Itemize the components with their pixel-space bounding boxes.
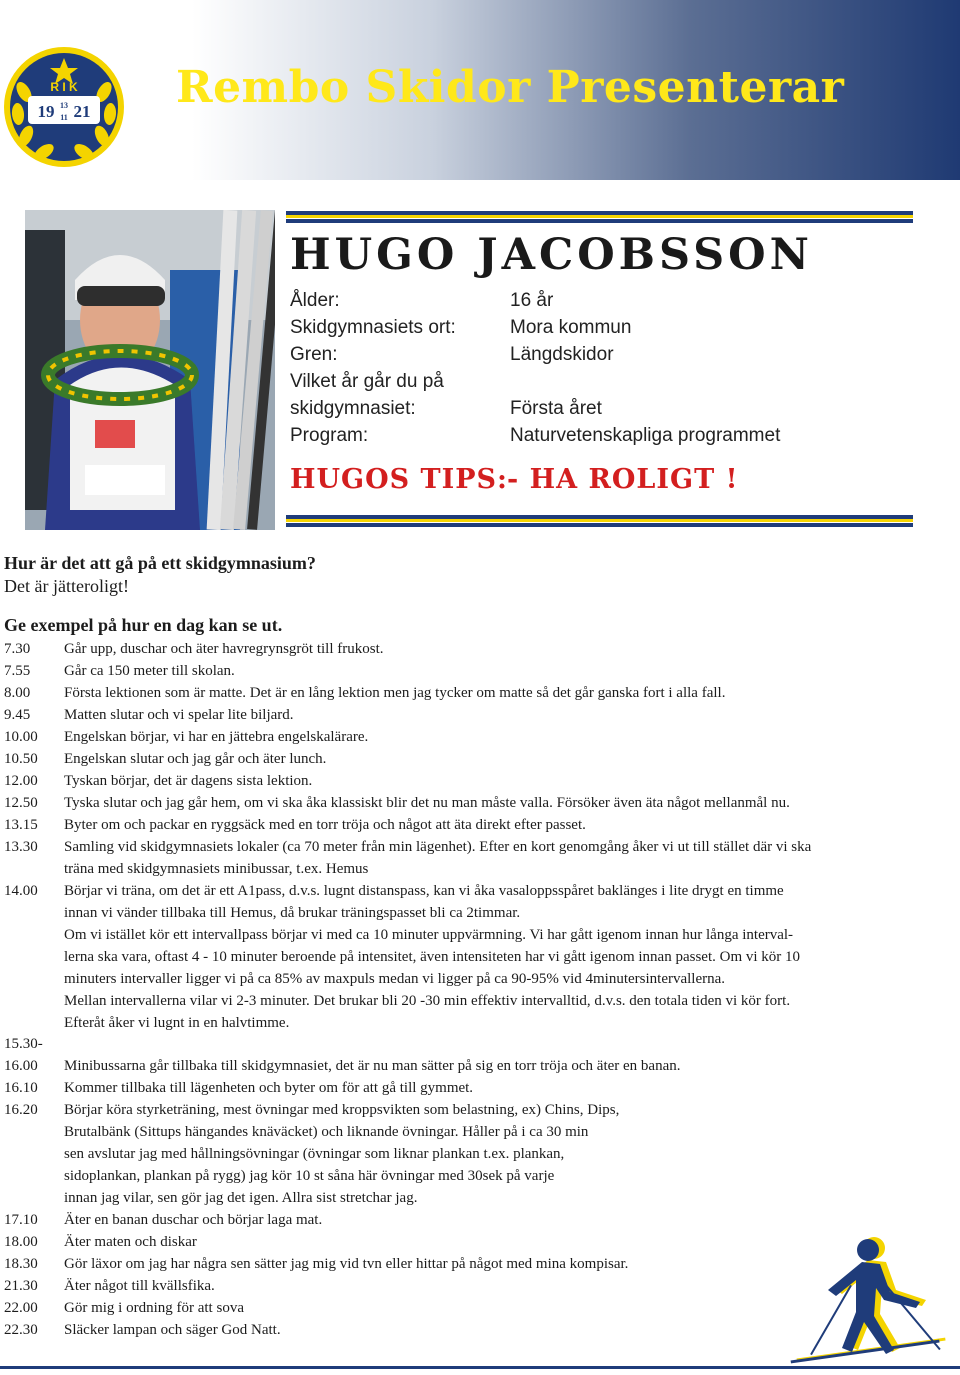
schedule-text: Äter något till kvällsfika.	[64, 1278, 215, 1294]
schedule-time: 16.10	[4, 1080, 38, 1096]
schedule-time: 14.00	[4, 883, 38, 899]
schedule-text: Gör läxor om jag har några sen sätter jag mig vid tvn eller hittar på något med mina kompisar.	[64, 1256, 629, 1272]
schedule-text: Gör mig i ordning för att sova	[64, 1300, 244, 1316]
schedule-time: 22.30	[4, 1322, 38, 1338]
schedule-text: Om vi istället kör ett intervallpass börjar vi med ca 10 minuter uppvärmning. Vi har gått igenom innan hur långa interval-	[64, 927, 794, 943]
schedule-text: Minibussarna går tillbaka till skidgymnasiet, det är nu man sätter på sig en torr tröja och äter en banan.	[64, 1058, 681, 1074]
schedule-text: Går upp, duschar och äter havregrynsgröt till frukost.	[64, 641, 384, 657]
question-1: Hur är det att gå på ett skidgymnasium?	[4, 553, 316, 573]
label-school-location: Skidgymnasiets ort:	[290, 317, 456, 338]
page-title: Rembo Skidor Presenterar	[176, 62, 845, 113]
schedule-text: Släcker lampan och säger God Natt.	[64, 1322, 281, 1338]
schedule-time: 8.00	[4, 685, 31, 701]
schedule-text: sidoplankan, plankan på rygg) jag kör 10 st såna här övningar med 30sek på varje	[64, 1168, 555, 1184]
schedule-text: Samling vid skidgymnasiets lokaler (ca 70 meter från min lägenhet). Efter en kort genomgång åker vi ut till stället där vi ska	[64, 839, 812, 855]
schedule-text: Börjar köra styrketräning, mest övningar med kroppsvikten som belastning, ex) Chins, Dips,	[64, 1102, 620, 1118]
value-program: Naturvetenskapliga programmet	[510, 425, 781, 446]
schedule-text: Matten slutar och vi spelar lite biljard.	[64, 707, 294, 723]
athlete-name-text: HUGO JACOBSSON	[290, 230, 813, 280]
stripe-bottom	[286, 515, 913, 527]
label-program: Program:	[290, 425, 369, 446]
tips-label	[290, 464, 508, 495]
schedule-time: 22.00	[4, 1300, 38, 1316]
schedule-text: lerna ska vara, oftast 4 - 10 minuter beroende på intensitet, även intensiteten har vi gått igenom innan passet. Om vi kör 10	[64, 949, 801, 965]
value-year: Första året	[510, 398, 602, 419]
schedule-time: 13.30	[4, 839, 38, 855]
schedule-text: Engelskan slutar och jag går och äter lunch.	[64, 751, 327, 767]
schedule-text: Tyskan börjar, det är dagens sista lektion.	[64, 773, 313, 789]
schedule-text: Äter maten och diskar	[64, 1234, 197, 1250]
footer-rule	[0, 1366, 960, 1369]
schedule-time: 10.00	[4, 729, 38, 745]
logo-year-right: 21	[73, 102, 91, 121]
schedule-text: Börjar vi träna, om det är ett A1pass, d.v.s. lugnt distanspass, kan vi åka vasaloppsspåret baklänges i lite drygt en timme	[64, 883, 784, 899]
value-age: 16 år	[510, 290, 554, 311]
schedule-text: Mellan intervallerna vilar vi 2-3 minuter. Det brukar bli 20 -30 min effektiv intervalltid, d.v.s. den totala tiden vi kör fort.	[64, 993, 791, 1009]
schedule-text: Efteråt åker vi lugnt in en halvtimme.	[64, 1015, 290, 1031]
schedule-time: 16.00	[4, 1058, 38, 1074]
schedule-text: sen avslutar jag med hållningsövningar (övningar som liknar plankan t.ex. plankan,	[64, 1146, 565, 1162]
schedule-time: 15.30-	[4, 1036, 43, 1052]
label-year-line1: Vilket år går du på	[290, 371, 444, 392]
tips-label-text: HUGOS TIPS:	[290, 464, 509, 495]
schedule-time: 12.00	[4, 773, 38, 789]
schedule-text: innan jag vilar, sen gör jag det igen. Allra sist stretchar jag.	[64, 1190, 418, 1206]
schedule-time: 17.10	[4, 1212, 38, 1228]
schedule-time: 21.30	[4, 1278, 38, 1294]
tips-value	[507, 464, 738, 495]
athlete-name	[290, 230, 813, 280]
schedule-text: Går ca 150 meter till skolan.	[64, 663, 235, 679]
schedule-time: 13.15	[4, 817, 38, 833]
question-2: Ge exempel på hur en dag kan se ut.	[4, 615, 283, 635]
label-age: Ålder:	[290, 290, 340, 311]
schedule-text: Engelskan börjar, vi har en jättebra engelskalärare.	[64, 729, 369, 745]
logo-fraction-bottom: 11	[60, 113, 68, 122]
athlete-photo	[25, 210, 275, 530]
label-discipline: Gren:	[290, 344, 338, 365]
schedule-time: 18.30	[4, 1256, 38, 1272]
schedule-time: 7.30	[4, 641, 31, 657]
schedule-time: 9.45	[4, 707, 31, 723]
schedule-time: 7.55	[4, 663, 31, 679]
answer-1: Det är jätteroligt!	[4, 576, 129, 596]
schedule-text: träna med skidgymnasiets minibussar, t.ex. Hemus	[64, 861, 369, 877]
logo-year-left: 19	[37, 102, 55, 121]
schedule-text: minuters intervaller ligger vi på ca 85% av maxpuls medan vi ligger på ca 90-95% vid 4minutersintervallerna.	[64, 971, 726, 987]
logo-text: R I K	[50, 80, 78, 94]
schedule-time: 12.50	[4, 795, 38, 811]
schedule-text: innan vi vänder tillbaka till Hemus, då brukar träningspasset bli ca 2timmar.	[64, 905, 521, 921]
schedule-text: Äter en banan duschar och börjar laga mat.	[64, 1212, 323, 1228]
stripe-top	[286, 211, 913, 223]
schedule-text: Byter om och packar en ryggsäck med en torr tröja och något att äta direkt efter passet.	[64, 817, 586, 833]
value-discipline: Längdskidor	[510, 344, 614, 365]
club-logo	[2, 44, 126, 170]
schedule-time: 16.20	[4, 1102, 38, 1118]
schedule-time: 18.00	[4, 1234, 38, 1250]
value-school-location: Mora kommun	[510, 317, 632, 338]
label-year-line2: skidgymnasiet:	[290, 398, 416, 419]
schedule-time: 10.50	[4, 751, 38, 767]
schedule-text: Brutalbänk (Sittups hängandes knäväcket) och liknande övningar. Håller på i ca 30 min	[64, 1124, 589, 1140]
schedule-text: Första lektionen som är matte. Det är en lång lektion men jag tycker om matte så det går ganska fort i alla fall.	[64, 685, 726, 701]
logo-fraction-top: 13	[60, 101, 68, 110]
schedule-text: Kommer tillbaka till lägenheten och byter om för att gå till gymmet.	[64, 1080, 474, 1096]
tips-value-text: - HA ROLIGT !	[507, 464, 739, 495]
skier-silhouette-icon	[770, 1230, 960, 1370]
schedule-text: Tyska slutar och jag går hem, om vi ska åka klassiskt blir det nu man måste valla. Försöker även äta något mellanmål nu.	[64, 795, 790, 811]
